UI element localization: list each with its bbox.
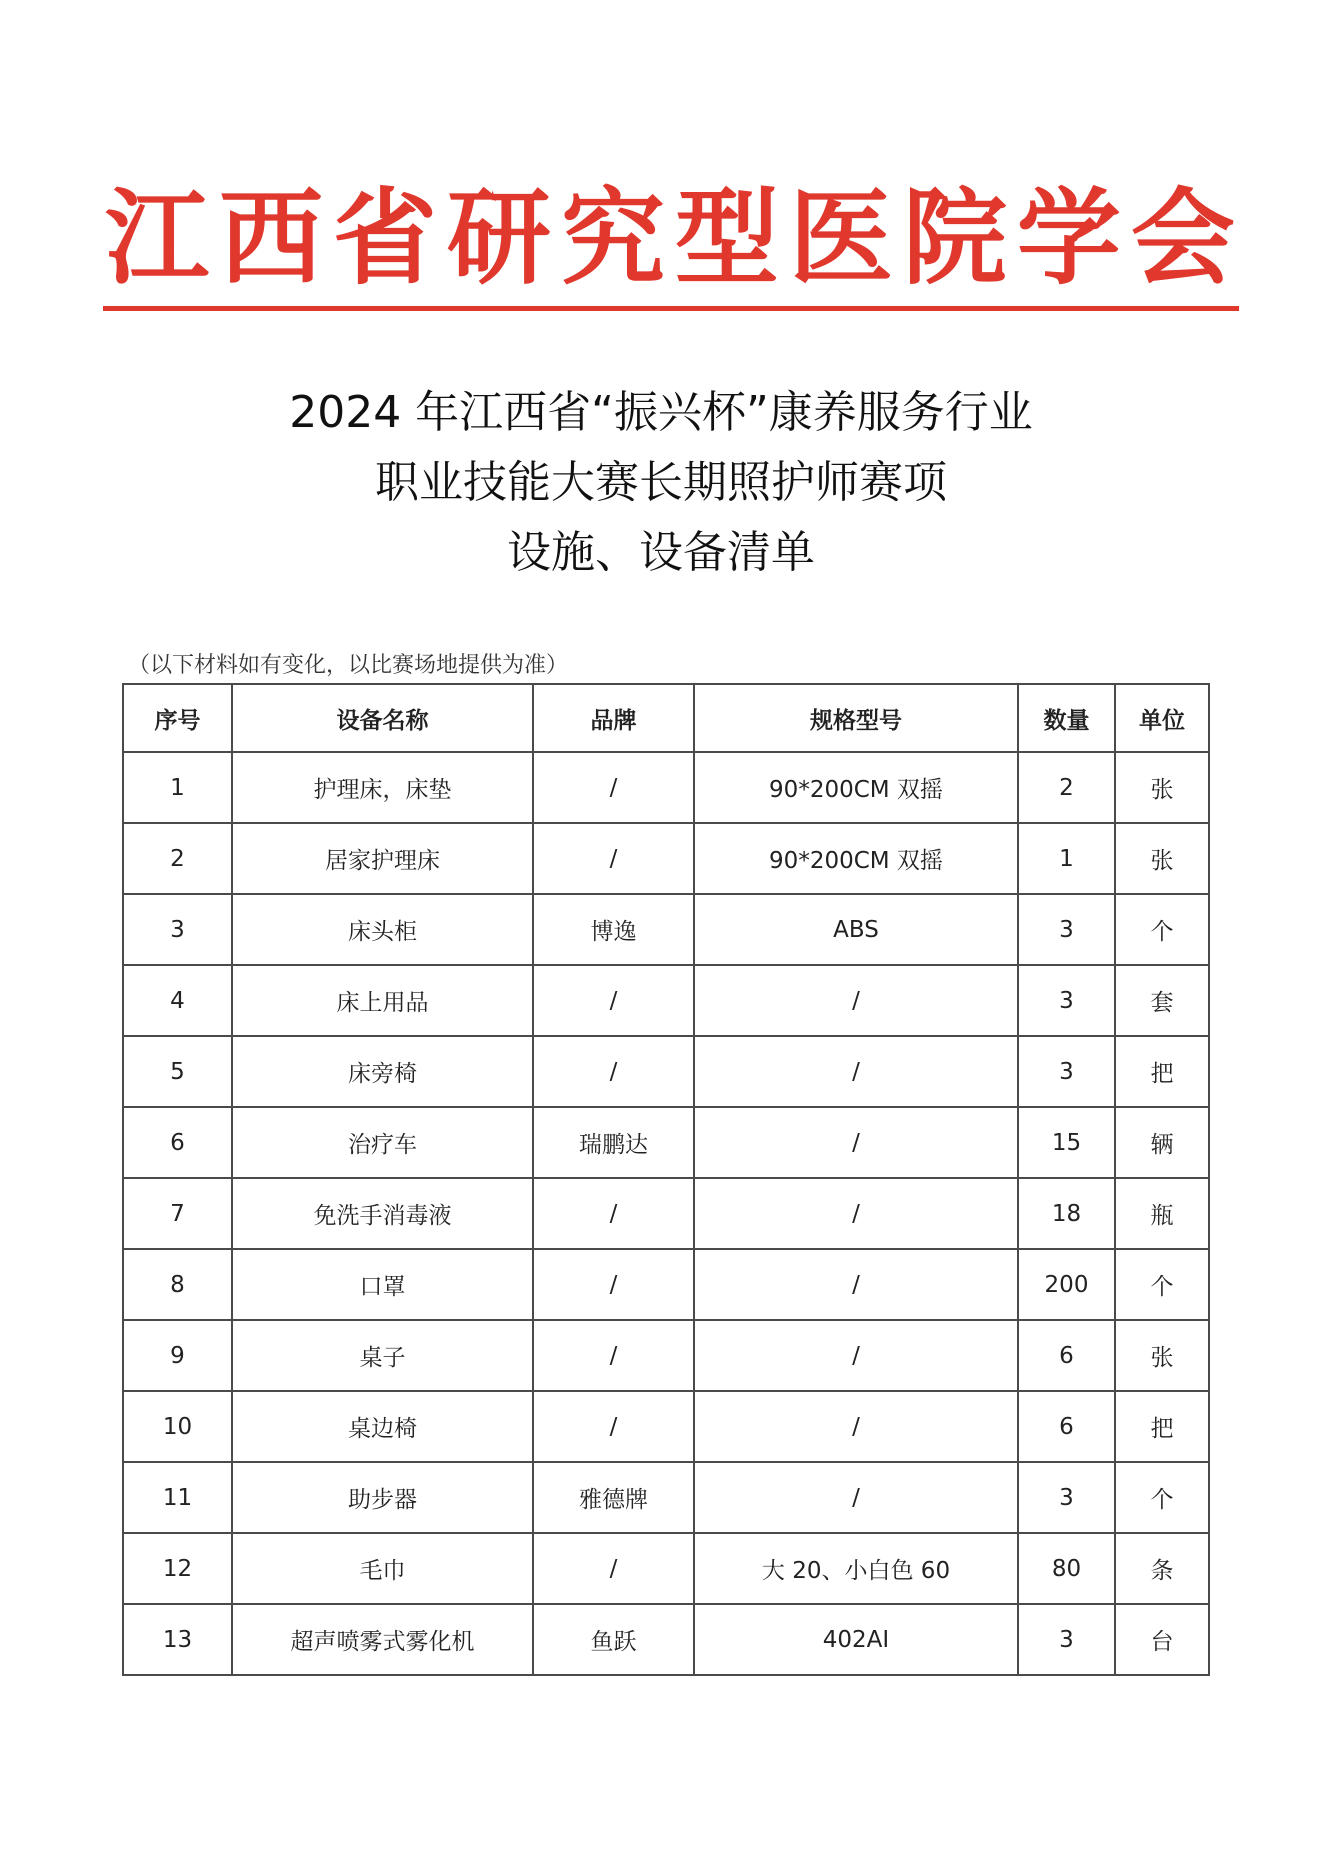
title-line-1: 2024 年江西省“振兴杯”康养服务行业 [289,387,1033,438]
table-row [123,965,1209,1036]
cell-equipment-name: 口罩 [232,1249,533,1320]
cell-seq: 8 [123,1249,232,1320]
cell-equipment-name: 助步器 [232,1462,533,1533]
cell-equipment-name: 治疗车 [232,1107,533,1178]
cell-equipment-name: 床头柜 [232,894,533,965]
cell-spec-model: / [694,1320,1018,1391]
cell-brand: 瑞鹏达 [533,1107,694,1178]
cell-brand: / [533,1391,694,1462]
cell-seq: 2 [123,823,232,894]
title-line-2: 职业技能大赛长期照护师赛项 [375,457,947,508]
table-row [123,894,1209,965]
header-quantity: 数量 [1018,684,1115,752]
table-row [123,823,1209,894]
cell-quantity: 3 [1018,1462,1115,1533]
cell-seq: 12 [123,1533,232,1604]
letterhead-char: 型 [674,176,779,299]
table-row [123,1604,1209,1675]
table-row [123,1036,1209,1107]
cell-spec-model: / [694,1107,1018,1178]
cell-quantity: 6 [1018,1391,1115,1462]
header-unit: 单位 [1115,684,1209,752]
cell-equipment-name: 免洗手消毒液 [232,1178,533,1249]
table-row [123,1107,1209,1178]
cell-unit: 把 [1115,1036,1209,1107]
cell-equipment-name: 护理床，床垫 [232,752,533,823]
cell-brand: / [533,1036,694,1107]
cell-unit: 辆 [1115,1107,1209,1178]
cell-unit: 张 [1115,752,1209,823]
cell-brand: / [533,752,694,823]
cell-brand: 雅德牌 [533,1462,694,1533]
cell-equipment-name: 超声喷雾式雾化机 [232,1604,533,1675]
cell-unit: 个 [1115,1249,1209,1320]
cell-brand: 鱼跃 [533,1604,694,1675]
letterhead-char: 究 [560,176,665,299]
cell-brand: / [533,823,694,894]
cell-spec-model: 大 20、小白色 60 [694,1533,1018,1604]
header-seq: 序号 [123,684,232,752]
cell-spec-model: / [694,1178,1018,1249]
cell-quantity: 3 [1018,1604,1115,1675]
cell-unit: 张 [1115,823,1209,894]
equipment-table [122,683,1210,1676]
cell-seq: 7 [123,1178,232,1249]
cell-seq: 13 [123,1604,232,1675]
cell-seq: 4 [123,965,232,1036]
letterhead-divider [103,306,1239,311]
letterhead-char: 西 [218,176,323,299]
cell-unit: 个 [1115,894,1209,965]
cell-seq: 1 [123,752,232,823]
cell-equipment-name: 床上用品 [232,965,533,1036]
cell-unit: 条 [1115,1533,1209,1604]
cell-spec-model: ABS [694,894,1018,965]
letterhead-org-name [105,178,1235,298]
table-row [123,1462,1209,1533]
table-row [123,1320,1209,1391]
cell-spec-model: 402AI [694,1604,1018,1675]
materials-note: （以下材料如有变化，以比赛场地提供为准） [128,653,569,678]
cell-seq: 10 [123,1391,232,1462]
letterhead-char: 研 [446,176,551,299]
cell-quantity: 3 [1018,965,1115,1036]
cell-equipment-name: 桌子 [232,1320,533,1391]
cell-brand: / [533,1249,694,1320]
header-brand: 品牌 [533,684,694,752]
cell-quantity: 1 [1018,823,1115,894]
cell-spec-model: 90*200CM 双摇 [694,823,1018,894]
header-spec-model: 规格型号 [694,684,1018,752]
table-row [123,1249,1209,1320]
letterhead-char: 江 [105,176,210,299]
letterhead-char: 省 [332,176,437,299]
cell-quantity: 80 [1018,1533,1115,1604]
cell-spec-model: / [694,1391,1018,1462]
cell-seq: 9 [123,1320,232,1391]
cell-quantity: 18 [1018,1178,1115,1249]
cell-seq: 5 [123,1036,232,1107]
cell-quantity: 3 [1018,894,1115,965]
cell-quantity: 3 [1018,1036,1115,1107]
cell-seq: 3 [123,894,232,965]
cell-brand: / [533,1178,694,1249]
cell-spec-model: / [694,965,1018,1036]
cell-equipment-name: 居家护理床 [232,823,533,894]
cell-brand: 博逸 [533,894,694,965]
cell-unit: 台 [1115,1604,1209,1675]
cell-unit: 张 [1115,1320,1209,1391]
cell-quantity: 200 [1018,1249,1115,1320]
cell-brand: / [533,1320,694,1391]
cell-equipment-name: 桌边椅 [232,1391,533,1462]
cell-unit: 套 [1115,965,1209,1036]
cell-quantity: 6 [1018,1320,1115,1391]
cell-brand: / [533,1533,694,1604]
document-title [0,378,1322,588]
table-row [123,752,1209,823]
table-row [123,1391,1209,1462]
table-header-row [123,684,1209,752]
letterhead-char: 院 [902,176,1007,299]
cell-spec-model: / [694,1036,1018,1107]
cell-spec-model: 90*200CM 双摇 [694,752,1018,823]
cell-equipment-name: 毛巾 [232,1533,533,1604]
cell-spec-model: / [694,1249,1018,1320]
letterhead-char: 医 [788,176,893,299]
cell-unit: 把 [1115,1391,1209,1462]
table-row [123,1533,1209,1604]
cell-spec-model: / [694,1462,1018,1533]
cell-equipment-name: 床旁椅 [232,1036,533,1107]
table-row [123,1178,1209,1249]
letterhead-char: 学 [1016,176,1121,299]
cell-quantity: 2 [1018,752,1115,823]
header-equipment-name: 设备名称 [232,684,533,752]
cell-seq: 6 [123,1107,232,1178]
cell-unit: 个 [1115,1462,1209,1533]
cell-quantity: 15 [1018,1107,1115,1178]
title-line-3: 设施、设备清单 [507,527,815,578]
letterhead-char: 会 [1130,176,1235,299]
cell-unit: 瓶 [1115,1178,1209,1249]
cell-brand: / [533,965,694,1036]
cell-seq: 11 [123,1462,232,1533]
